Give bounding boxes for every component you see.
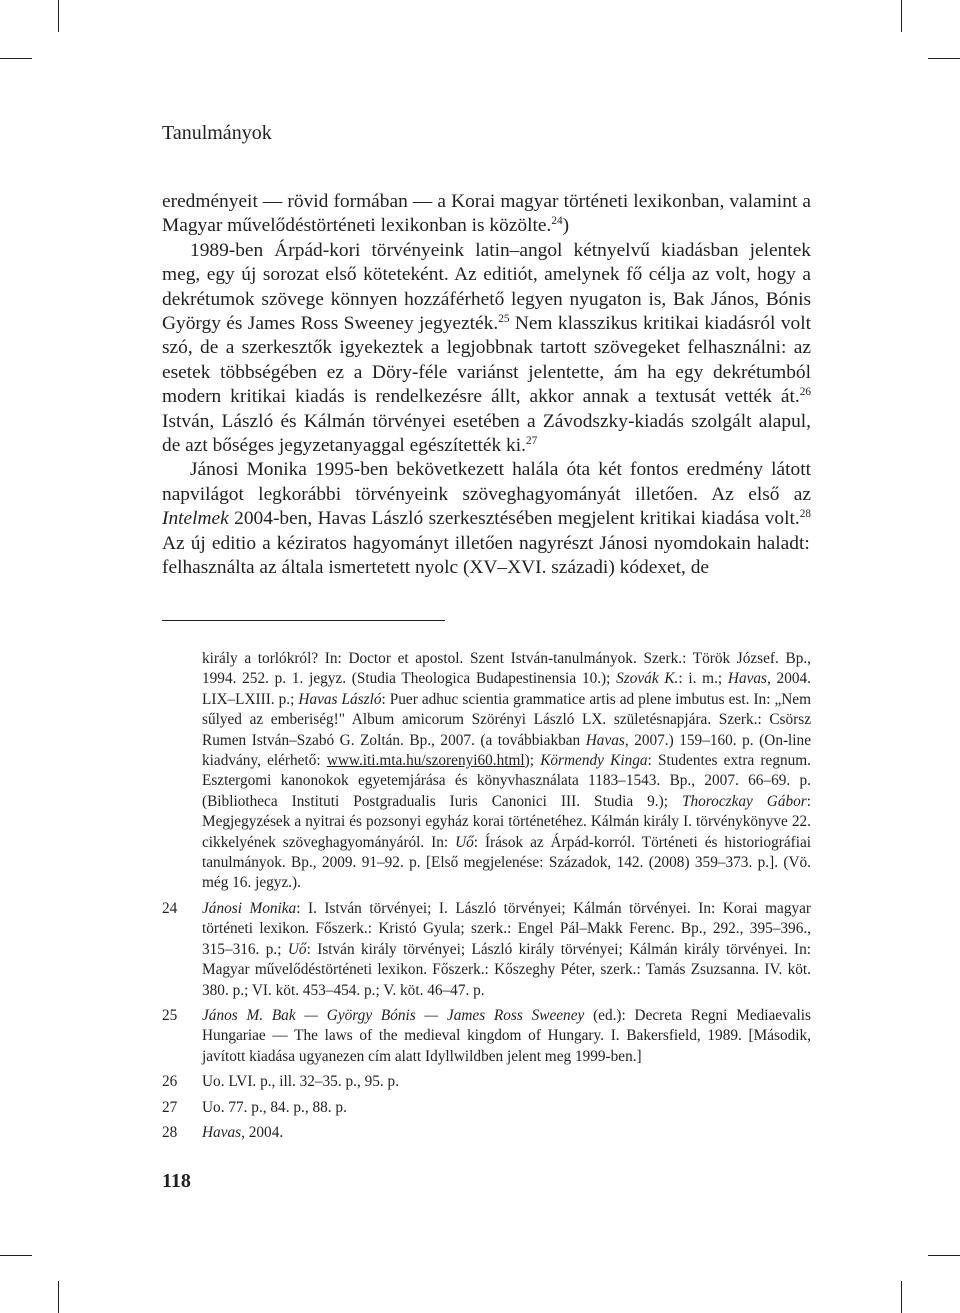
- crop-mark-right-top: [928, 58, 960, 59]
- footnote-ref-26[interactable]: 26: [799, 386, 811, 399]
- footnote-28: 28 Havas, 2004.: [162, 1123, 811, 1143]
- footnote-number: 25: [162, 1006, 178, 1024]
- crop-mark-top-left: [58, 0, 59, 32]
- footnote-number: 24: [162, 899, 178, 917]
- footnote-separator: [162, 620, 445, 621]
- paragraph-1: eredményeit — rövid formában — a Korai magyar történeti lexikonban, valamint a Magyar művelődéstörténeti lexikonban is közölte.$^{24}$): [162, 191, 811, 237]
- footnote-ref-27[interactable]: 27: [525, 435, 538, 448]
- crop-mark-bottom-right: [901, 1281, 902, 1313]
- footnote-ref-28[interactable]: 28: [799, 508, 811, 521]
- footnote-ref-24[interactable]: 24: [551, 215, 563, 228]
- running-head: Tanulmányok: [162, 122, 272, 144]
- footnote-ref-25[interactable]: 25: [498, 313, 510, 326]
- paragraph-2: 1989-ben Árpád-kori törvényeink latin–angol kétnyelvű kiadásban jelentek meg, egy új sorozat első köteteként. Az editiót, amelynek fő célja az volt, hogy a dekrétumok szövege könnyen hozzáférhető legyen nyugaton is, Bak János, Bónis György és James Ross Sweeney jegyezték.$^{25}$ Nem klasszikus kritikai kiadásról volt szó, de a szerkesztők igyekeztek a legjobbnak tartott szövegeket felhasználni: az esetek többségében ez a Döry-féle variánst jelentette, ám ha egy dekrétumból modern kritikai kiadás is rendelkezésre állt, akkor annak a textusát vették át.$^{26}$ István, László és Kálmán törvényei esetében a Závodszky-kiadás szolgált alapul, de azt bőséges jegyzetanyaggal egészítették ki.$^{27}$: [162, 239, 811, 457]
- paragraph-3: Jánosi Monika 1995-ben bekövetkezett halála óta két fontos eredmény látott napvilágot legkorábbi törvényeink szöveghagyományát illetően. Az első az Intelmek 2004-ben, Havas László szerkesztésében megjelent kritikai kiadása volt.$^{28}$ Az új editio a kéziratos hagyományt illetően nagyrészt Jánosi nyomdokain haladt: felhasználta az általa ismertetett nyolc (XV–XVI. századi) kódexet, de: [162, 459, 811, 579]
- footnote-continued: király a torlókról? In: Doctor et apostol. Szent István-tanulmányok. Szerk.: Török József. Bp., 1994. 252. p. 1. jegyz. (Studia Theologica Budapestinensia 10.); Szovák K.: i. m.; Havas, 2004. LIX–LXIII. p.; Havas László: Puer adhuc scientia grammatice artis ad plene imbutus est. In: „Nem sűlyed az emberiség!" Album amicorum Szörényi László LX. születésnapjára. Szerk.: Csörsz Rumen István–Szabó G. Zoltán. Bp., 2007. (a továbbiakban Havas, 2007.) 159–160. p. (On-line kiadvány, elérhető: www.iti.mta.hu/szorenyi60.html); Körmendy Kinga: Studentes extra regnum. Esztergomi kanonokok egyetemjárása és könyvhasználata 1183–1543. Bp., 2007. 66–69. p. (Bibliotheca Instituti Postgradualis Iuris Canonici III. Studia 9.); Thoroczkay Gábor: Megjegyzések a nyitrai és pozsonyi egyház korai történetéhez. Kálmán király I. törvénykönyve 22. cikkelyének szöveghagyományáról. In: Uő: Írások az Árpád-korról. Történeti és historiográfiai tanulmányok. Bp., 2009. 91–92. p. [Első megjelenése: Századok, 142. (2008) 359–373. p.]. (Vö. még 16. jegyz.).: [202, 650, 811, 892]
- footnote-number: 26: [162, 1073, 178, 1091]
- footnote-24: 24 Jánosi Monika: I. István törvényei; I. László törvényei; Kálmán törvényei. In: Korai magyar történeti lexikon. Főszerk.: Kristó Gyula; szerk.: Engel Pál–Makk Ferenc. Bp., 292., 395–396., 315–316. p.; Uő: István király törvényei; László király törvényei; Kálmán király törvényei. In: Magyar művelődéstörténeti lexikon. Főszerk.: Kőszeghy Péter, szerk.: Tamás Zsuzsanna. IV. köt. 380. p.; VI. köt. 453–454. p.; V. köt. 46–47. p.: [162, 899, 811, 999]
- footnote-number: 28: [162, 1123, 178, 1141]
- body-text: [162, 190, 811, 581]
- footnote-number: 27: [162, 1098, 178, 1116]
- crop-mark-left-top: [0, 58, 32, 59]
- footnote-26: 26 Uo. LVI. p., ill. 32–35. p., 95. p.: [162, 1072, 811, 1092]
- footnote-link[interactable]: www.iti.mta.hu/szorenyi60.html: [326, 752, 525, 770]
- footnotes: [162, 649, 811, 1148]
- crop-mark-bottom-left: [58, 1281, 59, 1313]
- footnote-27: 27 Uo. 77. p., 84. p., 88. p.: [162, 1098, 811, 1118]
- crop-mark-right-bottom: [928, 1255, 960, 1256]
- footnote-25: 25 János M. Bak — György Bónis — James Ross Sweeney (ed.): Decreta Regni Mediaevalis Hungariae — The laws of the medieval kingdom of Hungary. I. Bakersfield, 1989. [Második, javított kiadása ugyanezen cím alatt Idyllwildben jelent meg 1999-ben.]: [162, 1006, 811, 1065]
- crop-mark-left-bottom: [0, 1255, 32, 1256]
- page-number: 118: [162, 1170, 191, 1192]
- crop-mark-top-right: [901, 0, 902, 32]
